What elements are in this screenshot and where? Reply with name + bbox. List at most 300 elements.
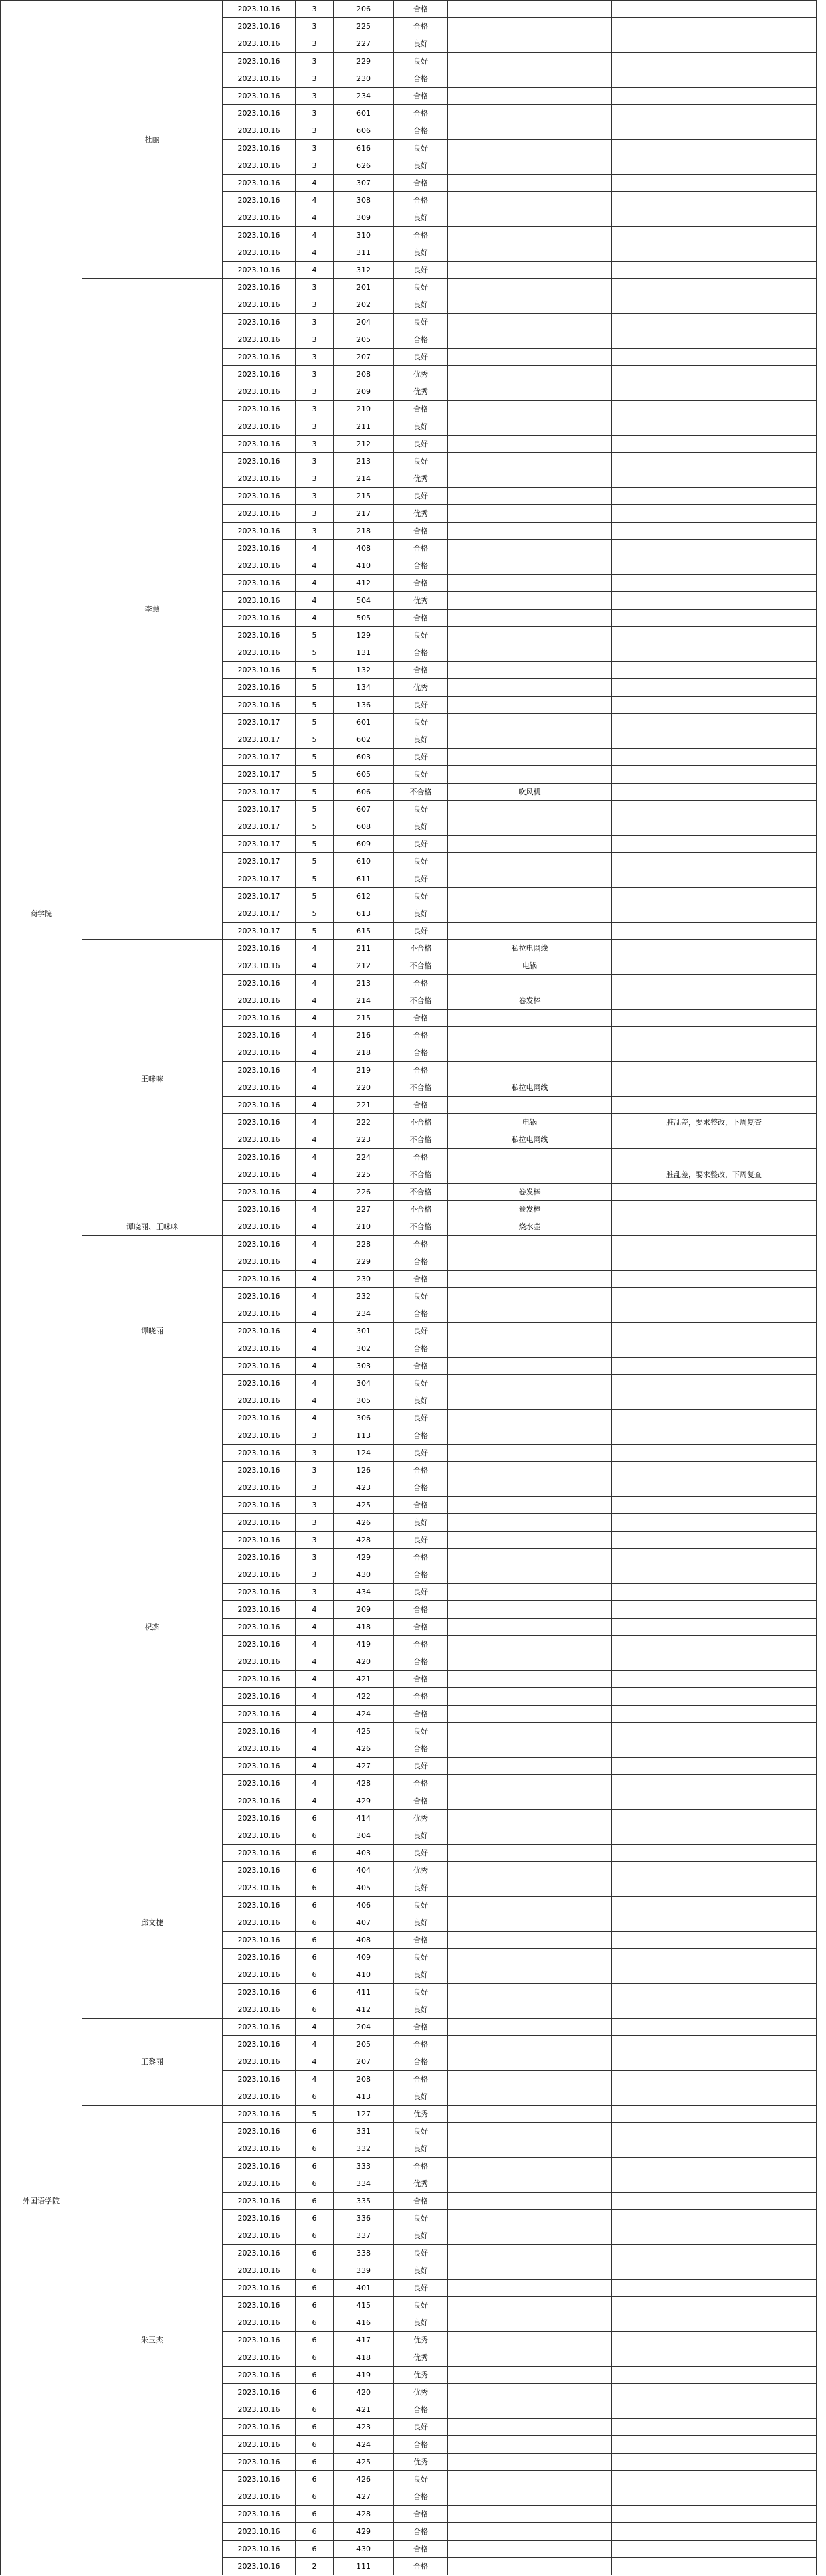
issue-cell xyxy=(448,749,612,766)
building-cell: 6 xyxy=(296,2384,334,2401)
issue-cell xyxy=(448,2523,612,2541)
remark-cell xyxy=(612,2558,817,2575)
room-cell: 425 xyxy=(334,2454,394,2471)
counselor-cell: 李慧 xyxy=(82,279,223,940)
issue-cell xyxy=(448,1340,612,1358)
issue-cell xyxy=(448,697,612,714)
building-cell: 4 xyxy=(296,1218,334,1236)
result-cell: 优秀 xyxy=(394,366,448,383)
building-cell: 6 xyxy=(296,2262,334,2280)
date-cell: 2023.10.16 xyxy=(223,505,296,523)
date-cell: 2023.10.16 xyxy=(223,1236,296,1253)
date-cell: 2023.10.16 xyxy=(223,1044,296,1062)
result-cell: 良好 xyxy=(394,140,448,157)
date-cell: 2023.10.16 xyxy=(223,1079,296,1097)
issue-cell xyxy=(448,279,612,296)
date-cell: 2023.10.16 xyxy=(223,1149,296,1166)
result-cell: 优秀 xyxy=(394,1862,448,1879)
result-cell: 合格 xyxy=(394,540,448,557)
remark-cell xyxy=(612,2280,817,2297)
result-cell: 合格 xyxy=(394,1044,448,1062)
issue-cell xyxy=(448,1601,612,1619)
issue-cell xyxy=(448,1445,612,1462)
room-cell: 206 xyxy=(334,1,394,18)
issue-cell xyxy=(448,2175,612,2193)
date-cell: 2023.10.16 xyxy=(223,1671,296,1688)
result-cell: 良好 xyxy=(394,853,448,870)
room-cell: 615 xyxy=(334,923,394,940)
date-cell: 2023.10.16 xyxy=(223,1601,296,1619)
date-cell: 2023.10.16 xyxy=(223,209,296,227)
result-cell: 合格 xyxy=(394,331,448,349)
date-cell: 2023.10.16 xyxy=(223,1097,296,1114)
remark-cell xyxy=(612,2210,817,2227)
building-cell: 5 xyxy=(296,749,334,766)
result-cell: 良好 xyxy=(394,888,448,905)
remark-cell xyxy=(612,1758,817,1775)
result-cell: 合格 xyxy=(394,227,448,244)
issue-cell xyxy=(448,1,612,18)
remark-cell xyxy=(612,1010,817,1027)
remark-cell xyxy=(612,1236,817,1253)
room-cell: 219 xyxy=(334,1062,394,1079)
remark-cell xyxy=(612,2401,817,2419)
building-cell: 6 xyxy=(296,2123,334,2140)
building-cell: 6 xyxy=(296,1914,334,1932)
date-cell: 2023.10.16 xyxy=(223,488,296,505)
date-cell: 2023.10.16 xyxy=(223,2419,296,2436)
issue-cell xyxy=(448,870,612,888)
building-cell: 4 xyxy=(296,1671,334,1688)
date-cell: 2023.10.16 xyxy=(223,2454,296,2471)
building-cell: 6 xyxy=(296,2175,334,2193)
issue-cell xyxy=(448,418,612,436)
remark-cell xyxy=(612,296,817,314)
result-cell: 合格 xyxy=(394,1549,448,1566)
remark-cell xyxy=(612,610,817,627)
issue-cell xyxy=(448,2314,612,2332)
remark-cell xyxy=(612,2367,817,2384)
remark-cell xyxy=(612,2506,817,2523)
room-cell: 603 xyxy=(334,749,394,766)
room-cell: 426 xyxy=(334,2471,394,2488)
room-cell: 427 xyxy=(334,2488,394,2506)
room-cell: 208 xyxy=(334,366,394,383)
issue-cell xyxy=(448,1479,612,1497)
issue-cell xyxy=(448,801,612,818)
remark-cell xyxy=(612,1410,817,1427)
building-cell: 5 xyxy=(296,2106,334,2123)
result-cell: 合格 xyxy=(394,575,448,592)
result-cell: 合格 xyxy=(394,2193,448,2210)
issue-cell xyxy=(448,592,612,610)
room-cell: 223 xyxy=(334,1131,394,1149)
building-cell: 4 xyxy=(296,592,334,610)
building-cell: 6 xyxy=(296,2419,334,2436)
result-cell: 良好 xyxy=(394,1984,448,2001)
building-cell: 4 xyxy=(296,1166,334,1184)
issue-cell xyxy=(448,1375,612,1392)
date-cell: 2023.10.16 xyxy=(223,227,296,244)
building-cell: 4 xyxy=(296,192,334,209)
issue-cell xyxy=(448,2001,612,2019)
date-cell: 2023.10.16 xyxy=(223,470,296,488)
result-cell: 不合格 xyxy=(394,957,448,975)
remark-cell xyxy=(612,1914,817,1932)
date-cell: 2023.10.16 xyxy=(223,523,296,540)
result-cell: 不合格 xyxy=(394,1201,448,1218)
date-cell: 2023.10.17 xyxy=(223,766,296,784)
room-cell: 338 xyxy=(334,2245,394,2262)
issue-cell xyxy=(448,766,612,784)
remark-cell xyxy=(612,2123,817,2140)
remark-cell xyxy=(612,2088,817,2106)
building-cell: 3 xyxy=(296,1479,334,1497)
building-cell: 4 xyxy=(296,1340,334,1358)
issue-cell xyxy=(448,1462,612,1479)
issue-cell xyxy=(448,1497,612,1514)
room-cell: 411 xyxy=(334,1984,394,2001)
issue-cell xyxy=(448,35,612,53)
counselor-cell: 杜丽 xyxy=(82,1,223,279)
building-cell: 6 xyxy=(296,2436,334,2454)
result-cell: 不合格 xyxy=(394,1131,448,1149)
date-cell: 2023.10.16 xyxy=(223,1445,296,1462)
room-cell: 227 xyxy=(334,1201,394,1218)
date-cell: 2023.10.16 xyxy=(223,2262,296,2280)
remark-cell xyxy=(612,2227,817,2245)
issue-cell xyxy=(448,818,612,836)
result-cell: 优秀 xyxy=(394,2106,448,2123)
remark-cell xyxy=(612,453,817,470)
room-cell: 312 xyxy=(334,262,394,279)
building-cell: 4 xyxy=(296,1375,334,1392)
room-cell: 417 xyxy=(334,2332,394,2349)
building-cell: 4 xyxy=(296,1723,334,1740)
issue-cell xyxy=(448,488,612,505)
building-cell: 4 xyxy=(296,1601,334,1619)
remark-cell xyxy=(612,53,817,70)
issue-cell xyxy=(448,888,612,905)
date-cell: 2023.10.16 xyxy=(223,314,296,331)
remark-cell xyxy=(612,853,817,870)
date-cell: 2023.10.16 xyxy=(223,453,296,470)
issue-cell xyxy=(448,2384,612,2401)
date-cell: 2023.10.16 xyxy=(223,279,296,296)
room-cell: 303 xyxy=(334,1358,394,1375)
date-cell: 2023.10.16 xyxy=(223,2036,296,2053)
result-cell: 不合格 xyxy=(394,1114,448,1131)
room-cell: 428 xyxy=(334,1532,394,1549)
room-cell: 421 xyxy=(334,2401,394,2419)
date-cell: 2023.10.16 xyxy=(223,192,296,209)
issue-cell xyxy=(448,2088,612,2106)
date-cell: 2023.10.16 xyxy=(223,1914,296,1932)
issue-cell xyxy=(448,505,612,523)
room-cell: 304 xyxy=(334,1375,394,1392)
remark-cell xyxy=(612,992,817,1010)
date-cell: 2023.10.17 xyxy=(223,714,296,731)
room-cell: 210 xyxy=(334,401,394,418)
date-cell: 2023.10.16 xyxy=(223,383,296,401)
result-cell: 合格 xyxy=(394,18,448,35)
building-cell: 6 xyxy=(296,2158,334,2175)
issue-cell xyxy=(448,2401,612,2419)
room-cell: 311 xyxy=(334,244,394,262)
remark-cell xyxy=(612,957,817,975)
room-cell: 335 xyxy=(334,2193,394,2210)
building-cell: 5 xyxy=(296,679,334,697)
issue-cell xyxy=(448,1027,612,1044)
result-cell: 合格 xyxy=(394,1688,448,1706)
remark-cell xyxy=(612,2071,817,2088)
building-cell: 5 xyxy=(296,627,334,644)
result-cell: 优秀 xyxy=(394,1810,448,1827)
remark-cell xyxy=(612,470,817,488)
building-cell: 5 xyxy=(296,731,334,749)
issue-cell: 私拉电网线 xyxy=(448,940,612,957)
remark-cell xyxy=(612,1671,817,1688)
room-cell: 425 xyxy=(334,1723,394,1740)
remark-cell xyxy=(612,627,817,644)
remark-cell xyxy=(612,2488,817,2506)
date-cell: 2023.10.16 xyxy=(223,1027,296,1044)
building-cell: 4 xyxy=(296,175,334,192)
result-cell: 良好 xyxy=(394,836,448,853)
building-cell: 3 xyxy=(296,105,334,122)
date-cell: 2023.10.16 xyxy=(223,2488,296,2506)
room-cell: 205 xyxy=(334,2036,394,2053)
room-cell: 429 xyxy=(334,1792,394,1810)
room-cell: 227 xyxy=(334,35,394,53)
room-cell: 126 xyxy=(334,1462,394,1479)
date-cell: 2023.10.16 xyxy=(223,557,296,575)
remark-cell xyxy=(612,2193,817,2210)
result-cell: 合格 xyxy=(394,1,448,18)
issue-cell xyxy=(448,1062,612,1079)
date-cell: 2023.10.17 xyxy=(223,853,296,870)
room-cell: 428 xyxy=(334,1775,394,1792)
date-cell: 2023.10.16 xyxy=(223,1131,296,1149)
result-cell: 良好 xyxy=(394,349,448,366)
result-cell: 优秀 xyxy=(394,505,448,523)
building-cell: 3 xyxy=(296,53,334,70)
result-cell: 合格 xyxy=(394,1062,448,1079)
building-cell: 4 xyxy=(296,540,334,557)
room-cell: 305 xyxy=(334,1392,394,1410)
room-cell: 612 xyxy=(334,888,394,905)
result-cell: 良好 xyxy=(394,731,448,749)
result-cell: 合格 xyxy=(394,2019,448,2036)
date-cell: 2023.10.16 xyxy=(223,2001,296,2019)
issue-cell xyxy=(448,2297,612,2314)
result-cell: 优秀 xyxy=(394,2367,448,2384)
table-row xyxy=(1,279,817,296)
remark-cell xyxy=(612,1271,817,1288)
result-cell: 合格 xyxy=(394,662,448,679)
date-cell: 2023.10.16 xyxy=(223,2106,296,2123)
remark-cell xyxy=(612,505,817,523)
result-cell: 合格 xyxy=(394,1653,448,1671)
building-cell: 6 xyxy=(296,1879,334,1897)
room-cell: 404 xyxy=(334,1862,394,1879)
date-cell: 2023.10.16 xyxy=(223,1549,296,1566)
date-cell: 2023.10.16 xyxy=(223,244,296,262)
building-cell: 3 xyxy=(296,488,334,505)
issue-cell xyxy=(448,2053,612,2071)
issue-cell xyxy=(448,679,612,697)
room-cell: 610 xyxy=(334,853,394,870)
date-cell: 2023.10.16 xyxy=(223,1375,296,1392)
result-cell: 良好 xyxy=(394,2123,448,2140)
remark-cell xyxy=(612,836,817,853)
result-cell: 良好 xyxy=(394,818,448,836)
building-cell: 4 xyxy=(296,1636,334,1653)
room-cell: 202 xyxy=(334,296,394,314)
room-cell: 213 xyxy=(334,453,394,470)
result-cell: 良好 xyxy=(394,1532,448,1549)
room-cell: 208 xyxy=(334,2071,394,2088)
room-cell: 111 xyxy=(334,2558,394,2575)
building-cell: 4 xyxy=(296,1792,334,1810)
remark-cell xyxy=(612,383,817,401)
remark-cell xyxy=(612,697,817,714)
room-cell: 214 xyxy=(334,992,394,1010)
room-cell: 336 xyxy=(334,2210,394,2227)
date-cell: 2023.10.16 xyxy=(223,2280,296,2297)
result-cell: 良好 xyxy=(394,1758,448,1775)
remark-cell xyxy=(612,488,817,505)
issue-cell xyxy=(448,1514,612,1532)
issue-cell xyxy=(448,331,612,349)
result-cell: 良好 xyxy=(394,749,448,766)
room-cell: 405 xyxy=(334,1879,394,1897)
date-cell: 2023.10.16 xyxy=(223,1845,296,1862)
remark-cell xyxy=(612,2523,817,2541)
remark-cell xyxy=(612,2175,817,2193)
date-cell: 2023.10.16 xyxy=(223,1114,296,1131)
issue-cell xyxy=(448,2541,612,2558)
building-cell: 4 xyxy=(296,1410,334,1427)
room-cell: 410 xyxy=(334,1966,394,1984)
result-cell: 合格 xyxy=(394,105,448,122)
room-cell: 229 xyxy=(334,1253,394,1271)
issue-cell: 烧水壶 xyxy=(448,1218,612,1236)
issue-cell xyxy=(448,714,612,731)
building-cell: 4 xyxy=(296,1201,334,1218)
remark-cell xyxy=(612,2332,817,2349)
issue-cell xyxy=(448,1758,612,1775)
result-cell: 合格 xyxy=(394,1775,448,1792)
issue-cell xyxy=(448,2140,612,2158)
result-cell: 合格 xyxy=(394,2488,448,2506)
building-cell: 4 xyxy=(296,1236,334,1253)
building-cell: 4 xyxy=(296,1097,334,1114)
issue-cell xyxy=(448,1253,612,1271)
remark-cell xyxy=(612,157,817,175)
building-cell: 6 xyxy=(296,2193,334,2210)
result-cell: 合格 xyxy=(394,1253,448,1271)
result-cell: 良好 xyxy=(394,2088,448,2106)
room-cell: 216 xyxy=(334,1027,394,1044)
issue-cell xyxy=(448,1532,612,1549)
date-cell: 2023.10.16 xyxy=(223,1862,296,1879)
remark-cell xyxy=(612,1097,817,1114)
issue-cell xyxy=(448,2454,612,2471)
building-cell: 4 xyxy=(296,575,334,592)
building-cell: 3 xyxy=(296,1427,334,1445)
issue-cell xyxy=(448,2436,612,2454)
room-cell: 403 xyxy=(334,1845,394,1862)
room-cell: 229 xyxy=(334,53,394,70)
result-cell: 良好 xyxy=(394,2419,448,2436)
date-cell: 2023.10.16 xyxy=(223,140,296,157)
remark-cell xyxy=(612,2314,817,2332)
remark-cell xyxy=(612,662,817,679)
building-cell: 6 xyxy=(296,2245,334,2262)
remark-cell xyxy=(612,1340,817,1358)
building-cell: 3 xyxy=(296,349,334,366)
result-cell: 合格 xyxy=(394,192,448,209)
remark-cell xyxy=(612,1775,817,1792)
issue-cell xyxy=(448,1044,612,1062)
date-cell: 2023.10.16 xyxy=(223,2071,296,2088)
issue-cell: 电锅 xyxy=(448,957,612,975)
date-cell: 2023.10.16 xyxy=(223,540,296,557)
room-cell: 211 xyxy=(334,940,394,957)
building-cell: 3 xyxy=(296,314,334,331)
date-cell: 2023.10.16 xyxy=(223,2349,296,2367)
building-cell: 6 xyxy=(296,1810,334,1827)
remark-cell xyxy=(612,592,817,610)
room-cell: 134 xyxy=(334,679,394,697)
date-cell: 2023.10.16 xyxy=(223,2401,296,2419)
date-cell: 2023.10.16 xyxy=(223,610,296,627)
building-cell: 3 xyxy=(296,383,334,401)
result-cell: 合格 xyxy=(394,1601,448,1619)
issue-cell xyxy=(448,1392,612,1410)
issue-cell xyxy=(448,1166,612,1184)
building-cell: 4 xyxy=(296,2053,334,2071)
remark-cell xyxy=(612,714,817,731)
date-cell: 2023.10.16 xyxy=(223,1984,296,2001)
date-cell: 2023.10.16 xyxy=(223,1288,296,1305)
date-cell: 2023.10.16 xyxy=(223,1427,296,1445)
remark-cell xyxy=(612,923,817,940)
result-cell: 合格 xyxy=(394,2558,448,2575)
date-cell: 2023.10.16 xyxy=(223,122,296,140)
building-cell: 4 xyxy=(296,940,334,957)
room-cell: 207 xyxy=(334,349,394,366)
result-cell: 良好 xyxy=(394,870,448,888)
building-cell: 4 xyxy=(296,1740,334,1758)
remark-cell xyxy=(612,818,817,836)
remark-cell xyxy=(612,122,817,140)
issue-cell xyxy=(448,2193,612,2210)
issue-cell xyxy=(448,1879,612,1897)
remark-cell xyxy=(612,2419,817,2436)
result-cell: 合格 xyxy=(394,1010,448,1027)
remark-cell xyxy=(612,244,817,262)
result-cell: 良好 xyxy=(394,244,448,262)
room-cell: 425 xyxy=(334,1497,394,1514)
building-cell: 6 xyxy=(296,1862,334,1879)
result-cell: 良好 xyxy=(394,2245,448,2262)
issue-cell xyxy=(448,523,612,540)
building-cell: 4 xyxy=(296,1131,334,1149)
issue-cell xyxy=(448,2071,612,2088)
building-cell: 6 xyxy=(296,2140,334,2158)
